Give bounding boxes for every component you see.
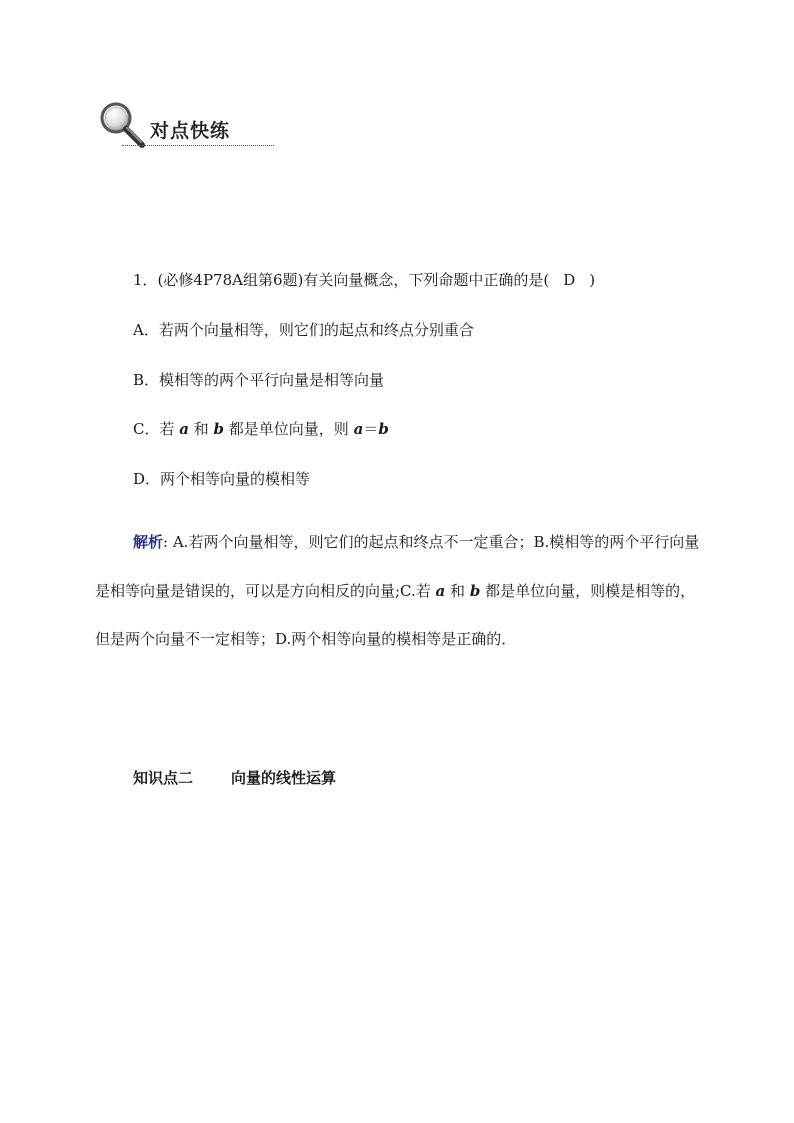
section-title: 向量的线性运算 xyxy=(231,769,337,787)
section-number: 知识点二 xyxy=(133,769,194,787)
vector-a: a xyxy=(179,420,189,438)
equals-sign: ＝ xyxy=(363,420,379,438)
option-a: A．若两个向量相等，则它们的起点和终点分别重合 xyxy=(133,321,474,339)
header-title: 对点快练 xyxy=(150,120,231,142)
vector-b: b xyxy=(378,420,389,438)
option-c-text: 和 xyxy=(188,420,214,438)
option-c-text: C．若 xyxy=(133,420,180,438)
option-b: B．模相等的两个平行向量是相等向量 xyxy=(133,371,385,389)
option-d: D．两个相等向量的模相等 xyxy=(133,470,311,488)
analysis-paragraph xyxy=(95,518,705,664)
analysis-text: 都是单位向量，则模是相等的，但是两个向量不一定相等；D.两个相等向量的模相等是正确的． xyxy=(95,581,696,648)
vector-b: b xyxy=(469,581,481,600)
question-suffix: ) xyxy=(589,271,596,289)
vector-a: a xyxy=(435,581,446,600)
header-underline xyxy=(122,145,274,146)
section-header xyxy=(98,100,278,150)
option-c xyxy=(133,419,389,439)
question-answer: D xyxy=(563,271,576,289)
vector-b: b xyxy=(213,420,225,438)
magnifier-icon xyxy=(98,100,150,150)
vector-a: a xyxy=(353,420,364,438)
analysis-text: 和 xyxy=(445,581,470,600)
option-c-text: 都是单位向量，则 xyxy=(224,420,354,438)
question-prefix: 1．(必修4P78A组第6题)有关向量概念，下列命题中正确的是( xyxy=(133,271,550,289)
question-title xyxy=(133,270,595,290)
section-heading xyxy=(133,767,336,788)
analysis-label: 解析 xyxy=(133,533,164,551)
analysis-text: : A.若两个向量相等，则它们的起点和终点不一定重合；B.模相等的两个平行向量是相等向量是错误的，可以是方向相反的向量;C.若 xyxy=(95,533,700,600)
